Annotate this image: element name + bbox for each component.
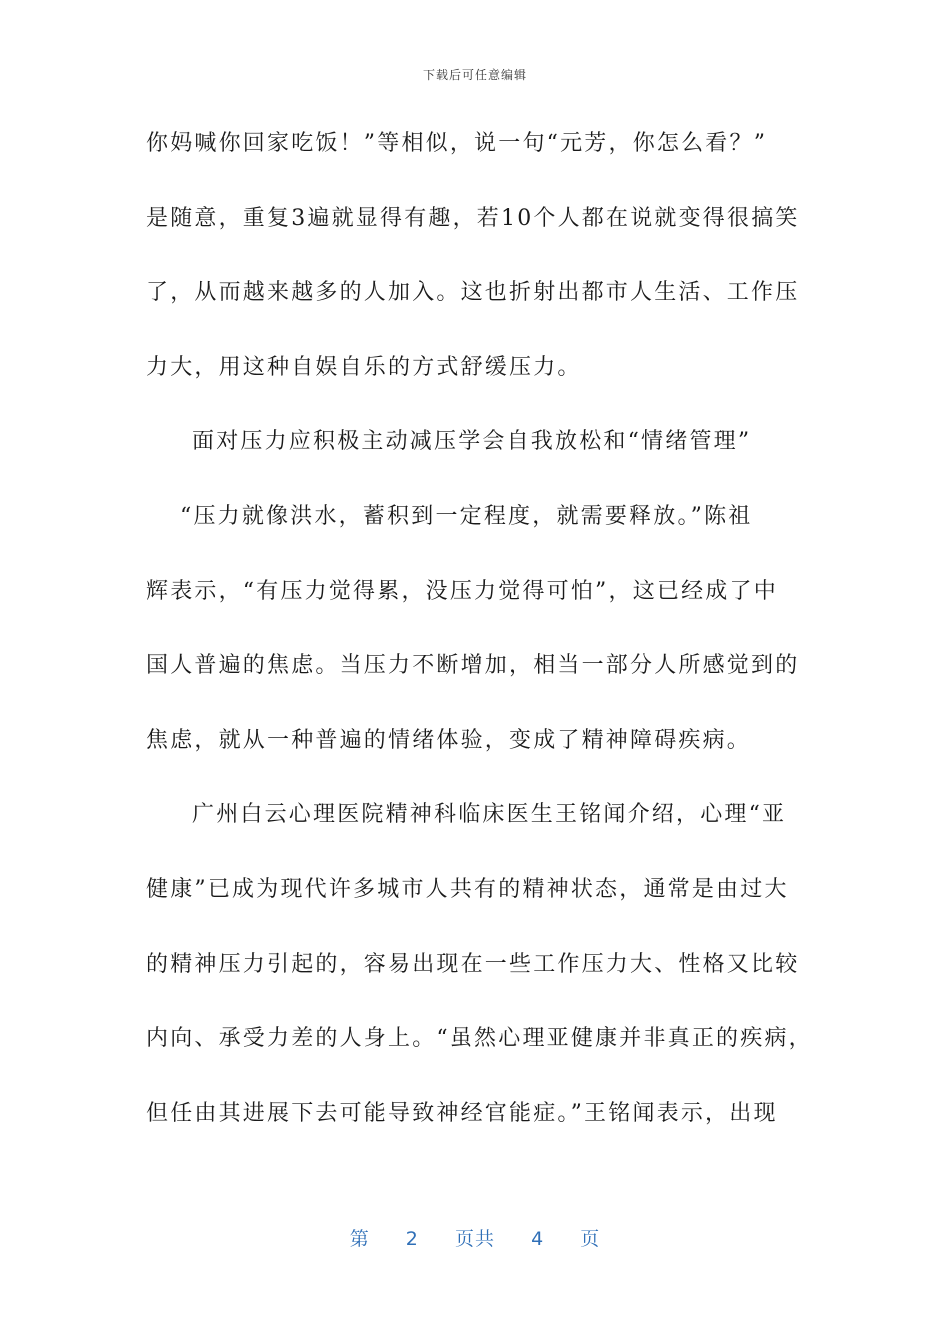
- document-body: [146, 115, 813, 1159]
- page-header: 下载后可任意编辑: [422, 68, 527, 82]
- body-line: 你妈喊你回家吃饭！”等相似，说一句“元芳，你怎么看？”: [146, 131, 768, 156]
- total-pages-number: 4: [531, 1228, 545, 1250]
- body-line: 焦虑，就从一种普遍的情绪体验，变成了精神障碍疾病。: [146, 727, 752, 753]
- body-line-section-heading: 面对压力应积极主动减压学会自我放松和“情绪管理”: [192, 429, 752, 455]
- body-line: 健康”已成为现代许多城市人共有的精神状态，通常是由过大: [146, 876, 789, 902]
- page-suffix: 页: [580, 1228, 601, 1250]
- page-footer: [0, 1224, 950, 1251]
- body-line: 国人普遍的焦虑。当压力不断增加，相当一部分人所感觉到的: [146, 653, 800, 679]
- body-line: 广州白云心理医院精神科临床医生王铭闻介绍，心理“亚: [192, 802, 787, 828]
- body-line: 但任由其进展下去可能导致神经官能症。”王铭闻表示，出现: [146, 1100, 778, 1126]
- body-line: “压力就像洪水，蓄积到一定程度，就需要释放。”陈祖: [180, 503, 753, 529]
- body-line: 辉表示，“有压力觉得累，没压力觉得可怕”，这已经成了中: [146, 578, 778, 604]
- page-prefix: 第: [349, 1228, 370, 1250]
- page-mid: 页共: [454, 1228, 495, 1250]
- body-line: 力大，用这种自娱自乐的方式舒缓压力。: [146, 354, 582, 380]
- body-line: 了，从而越来越多的人加入。这也折射出都市人生活、工作压: [146, 280, 800, 306]
- body-line: 的精神压力引起的，容易出现在一些工作压力大、性格又比较: [146, 951, 800, 977]
- body-line: 内向、承受力差的人身上。“虽然心理亚健康并非真正的疾病，: [146, 1026, 813, 1052]
- body-line: 是随意，重复3遍就显得有趣，若10个人都在说就变得很搞笑: [146, 205, 800, 231]
- current-page-number: 2: [405, 1228, 419, 1250]
